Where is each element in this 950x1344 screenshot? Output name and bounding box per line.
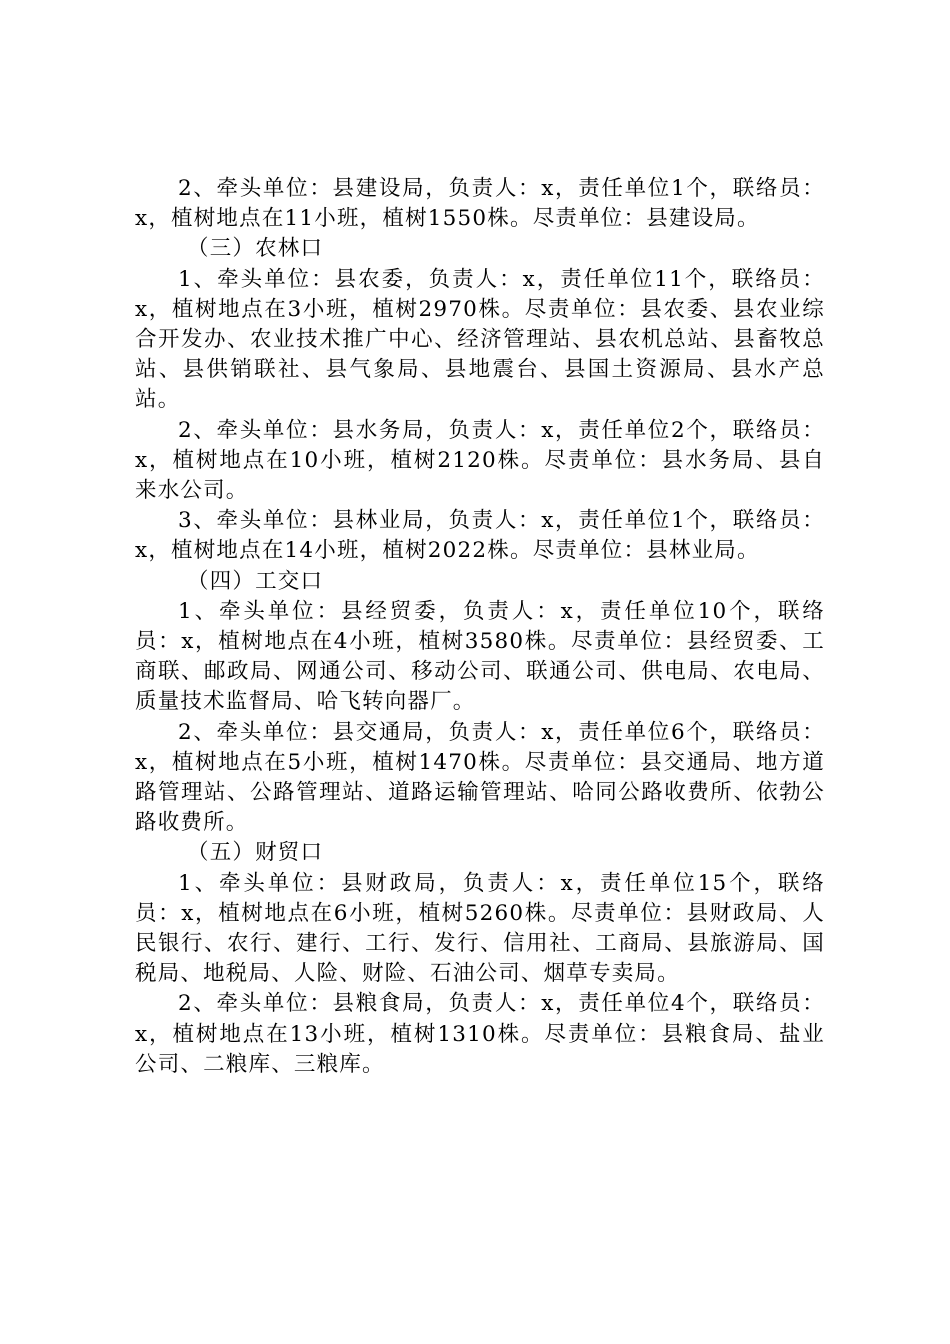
paragraph-agriculture-committee: 1、牵头单位：县农委，负责人：x，责任单位11个，联络员：x，植树地点在3小班，植树2970株。尽责单位：县农委、县农业综合开发办、农业技术推广中心、经济管理站、县农机总站、县畜牧总站、县供销联社、县气象局、县地震台、县国土资源局、县水产总站。 [135, 266, 825, 413]
section-heading-finance-trade: （五）财贸口 [187, 840, 324, 866]
section-heading-agriculture-forestry: （三）农林口 [187, 236, 324, 262]
paragraph-grain-bureau: 2、牵头单位：县粮食局，负责人：x，责任单位4个，联络员：x，植树地点在13小班，植树1310株。尽责单位：县粮食局、盐业公司、二粮库、三粮库。 [135, 991, 825, 1077]
section-heading-industry-transport: （四）工交口 [187, 568, 324, 594]
paragraph-forestry-bureau: 3、牵头单位：县林业局，负责人：x，责任单位1个，联络员：x，植树地点在14小班，植树2022株。尽责单位：县林业局。 [135, 508, 825, 564]
paragraph-finance-bureau: 1、牵头单位：县财政局，负责人：x，责任单位15个，联络员：x，植树地点在6小班，植树5260株。尽责单位：县财政局、人民银行、农行、建行、工行、发行、信用社、工商局、县旅游局、国税局、地税局、人险、财险、石油公司、烟草专卖局。 [135, 870, 825, 987]
paragraph-transport-bureau: 2、牵头单位：县交通局，负责人：x，责任单位6个，联络员：x，植树地点在5小班，植树1470株。尽责单位：县交通局、地方道路管理站、公路管理站、道路运输管理站、哈同公路收费所、依勃公路收费所。 [135, 719, 825, 836]
paragraph-water-bureau: 2、牵头单位：县水务局，负责人：x，责任单位2个，联络员：x，植树地点在10小班，植树2120株。尽责单位：县水务局、县自来水公司。 [135, 417, 825, 504]
paragraph-economic-trade-committee: 1、牵头单位：县经贸委，负责人：x，责任单位10个，联络员：x，植树地点在4小班，植树3580株。尽责单位：县经贸委、工商联、邮政局、网通公司、移动公司、联通公司、供电局、农电局、质量技术监督局、哈飞转向器厂。 [135, 598, 825, 715]
document-body [135, 174, 825, 1080]
paragraph-construction-bureau: 2、牵头单位：县建设局，负责人：x，责任单位1个，联络员：x，植树地点在11小班，植树1550株。尽责单位：县建设局。 [135, 176, 825, 232]
